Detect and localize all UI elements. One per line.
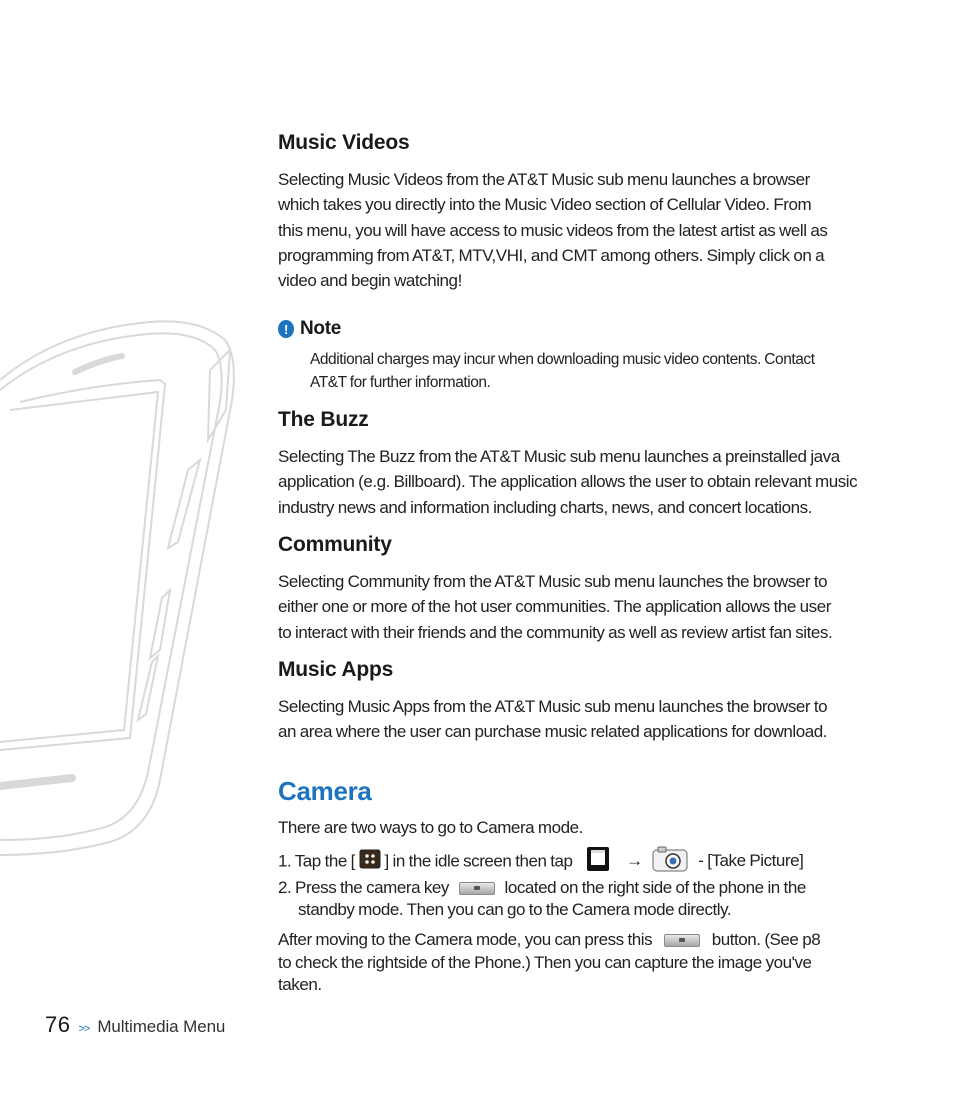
the-buzz-paragraph — [278, 444, 857, 520]
music-apps-heading: Music Apps — [278, 658, 394, 681]
camera-after-line-3: taken. — [278, 975, 322, 994]
note-heading — [278, 318, 341, 340]
step-text: ] in the idle screen then tap — [384, 851, 573, 871]
text-line: an area where the user can purchase music related applications for download. — [278, 722, 828, 742]
text-fragment: After moving to the Camera mode, you can press this — [278, 930, 653, 949]
step-text: - [Take Picture] — [698, 851, 804, 871]
text-line: Selecting The Buzz from the AT&T Music sub menu launches a preinstalled java — [278, 447, 840, 466]
step-text: located on the right side of the phone in the — [504, 878, 806, 897]
footer-section-name: Multimedia Menu — [97, 1017, 226, 1036]
note-title: Note — [300, 318, 342, 339]
page-footer — [45, 1012, 225, 1038]
camera-key-icon — [664, 934, 700, 947]
step-text: 1. Tap the [ — [278, 851, 355, 871]
text-line: programming from AT&T, MTV,VHI, and CMT among others. Simply click on a — [278, 245, 825, 265]
text-line: Selecting Community from the AT&T Music sub menu launches the browser to — [278, 572, 828, 591]
camera-key-icon — [459, 882, 495, 895]
music-apps-paragraph — [278, 694, 827, 745]
arrow-icon: → — [626, 851, 643, 871]
camera-after-line-1 — [278, 929, 820, 951]
camera-heading: Camera — [278, 776, 372, 806]
music-videos-paragraph — [278, 167, 827, 293]
note-text — [310, 348, 865, 394]
community-heading: Community — [278, 533, 392, 556]
text-line: industry news and information including charts, news, and concert locations. — [278, 497, 812, 517]
text-line: application (e.g. Billboard). The application allows the user to obtain relevant music — [278, 472, 858, 492]
text-line: to interact with their friends and the community as well as review artist fan sites. — [278, 622, 833, 642]
camera-step-2 — [278, 877, 806, 899]
text-fragment: button. (See p8 — [711, 930, 821, 949]
camera-step-2-continued: standby mode. Then you can go to the Camera mode directly. — [298, 900, 732, 919]
text-line: either one or more of the hot user communities. The application allows the user — [278, 597, 831, 617]
community-paragraph — [278, 569, 832, 645]
camera-intro: There are two ways to go to Camera mode. — [278, 818, 583, 837]
text-line: video and begin watching! — [278, 271, 462, 291]
text-line: AT&T for further information. — [310, 374, 491, 391]
phone-illustration — [0, 310, 240, 870]
camera-icon — [652, 846, 688, 878]
page-number: 76 — [45, 1012, 71, 1037]
step-text: 2. Press the camera key — [278, 878, 449, 897]
text-line: Additional charges may incur when downloading music video contents. Contact — [310, 351, 815, 368]
apps-grid-icon — [359, 849, 381, 875]
text-line: Selecting Music Videos from the AT&T Music sub menu launches a browser — [278, 170, 810, 189]
camera-step-1 — [278, 846, 803, 878]
clapper-icon — [586, 846, 610, 878]
the-buzz-heading: The Buzz — [278, 408, 369, 431]
text-line: Selecting Music Apps from the AT&T Music sub menu launches the browser to — [278, 697, 828, 716]
camera-after-line-2: to check the rightside of the Phone.) Then you can capture the image you've — [278, 953, 812, 972]
text-line: which takes you directly into the Music Video section of Cellular Video. From — [278, 195, 812, 215]
text-line: this menu, you will have access to music videos from the latest artist as well as — [278, 220, 828, 240]
exclamation-icon: ! — [278, 320, 294, 338]
chevron-icon: >> — [78, 1023, 90, 1035]
music-videos-heading: Music Videos — [278, 131, 410, 154]
